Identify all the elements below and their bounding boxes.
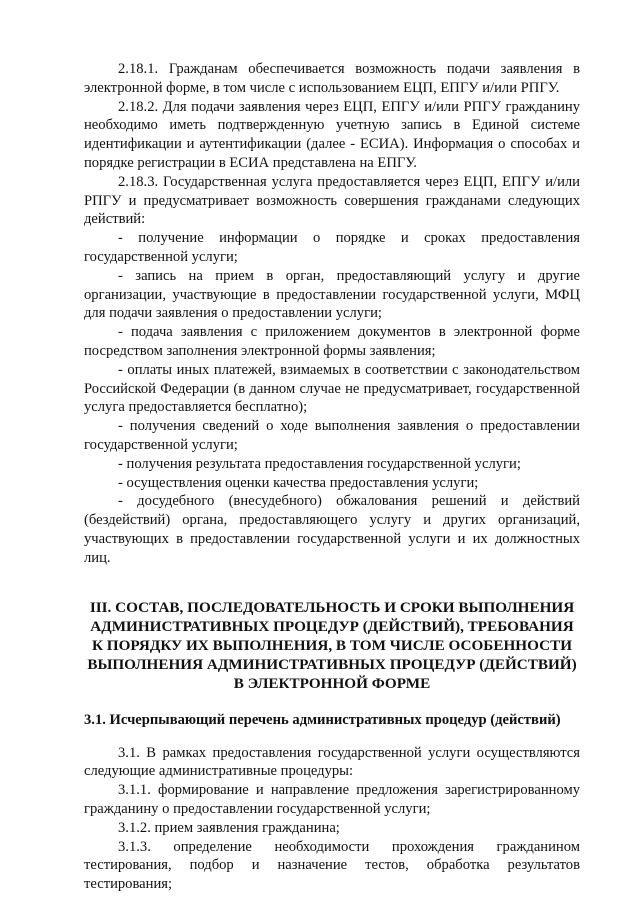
list-item: - получения сведений о ходе выполнения заявления о предоставлении государственной услуги; [84,418,580,453]
paragraph-3-1-2: 3.1.2. прием заявления гражданина; [118,819,340,836]
paragraph-3-1-1: 3.1.1. формирование и направление предложения зарегистрированному гражданину о предоставлении государственной услуги; [84,782,580,817]
paragraph-2-18-3: 2.18.3. Государственная услуга предоставляется через ЕЦП, ЕПГУ и/или РПГУ и предусматривает возможность совершения гражданами следующих действий: [84,173,580,228]
paragraph-2-18-1: 2.18.1. Гражданам обеспечивается возможность подачи заявления в электронной форме, в том числе с использованием ЕЦП, ЕПГУ и/или РПГУ. [84,61,580,96]
section-title: III. СОСТАВ, ПОСЛЕДОВАТЕЛЬНОСТЬ И СРОКИ ВЫПОЛНЕНИЯ АДМИНИСТРАТИВНЫХ ПРОЦЕДУР (ДЕЙСТВИЙ), ТРЕБОВАНИЯ К ПОРЯДКУ ИХ ВЫПОЛНЕНИЯ, В ТОМ ЧИСЛЕ ОСОБЕННОСТИ ВЫПОЛНЕНИЯ АДМИНИСТРАТИВНЫХ ПРОЦЕДУР (ДЕЙСТВИЙ) В ЭЛЕКТРОННОЙ ФОРМЕ [87,598,577,692]
list-item: - запись на прием в орган, предоставляющий услугу и другие организации, участвующие в предоставлении государственной услуги, МФЦ для подачи заявления о предоставлении услуги; [84,267,580,322]
list-item: - оплаты иных платежей, взимаемых в соответствии с законодательством Российской Федерации (в данном случае не предусматривает, государственной услуга предоставляется бесплатно); [84,361,580,416]
subsection-title: 3.1. Исчерпывающий перечень административных процедур (действий) [84,711,561,728]
bottom-paragraphs [84,744,580,894]
list-item: - получения результата предоставления государственной услуги; [118,455,521,472]
top-paragraphs [84,60,580,568]
list-item: - подача заявления с приложением документов в электронной форме посредством заполнения электронной формы заявления; [84,324,580,359]
list-item: - получение информации о порядке и сроках предоставления государственной услуги; [84,230,580,265]
list-item: - осуществления оценки качества предоставления услуги; [118,474,479,491]
paragraph-3-1: 3.1. В рамках предоставления государственной услуги осуществляются следующие административные процедуры: [84,744,580,780]
paragraph-3-1-3: 3.1.3. определение необходимости прохождения гражданином тестирования, подбор и назначение тестов, обработка результатов тестирования; [84,838,580,893]
section-spacer [84,568,580,598]
paragraph-2-18-2: 2.18.2. Для подачи заявления через ЕЦП, ЕПГУ и/или РПГУ гражданину необходимо иметь подтвержденную учетную запись в Единой системе идентификации и аутентификации (далее - ЕСИА). Информация о способах и порядке регистрации в ЕСИА представлена на ЕПГУ. [84,98,580,171]
list-item: - досудебного (внесудебного) обжалования решений и действий (бездействий) органа, предоставляющего услугу и других организаций, участвующих в предоставлении государственной услуги и их должностных лиц. [84,493,580,566]
